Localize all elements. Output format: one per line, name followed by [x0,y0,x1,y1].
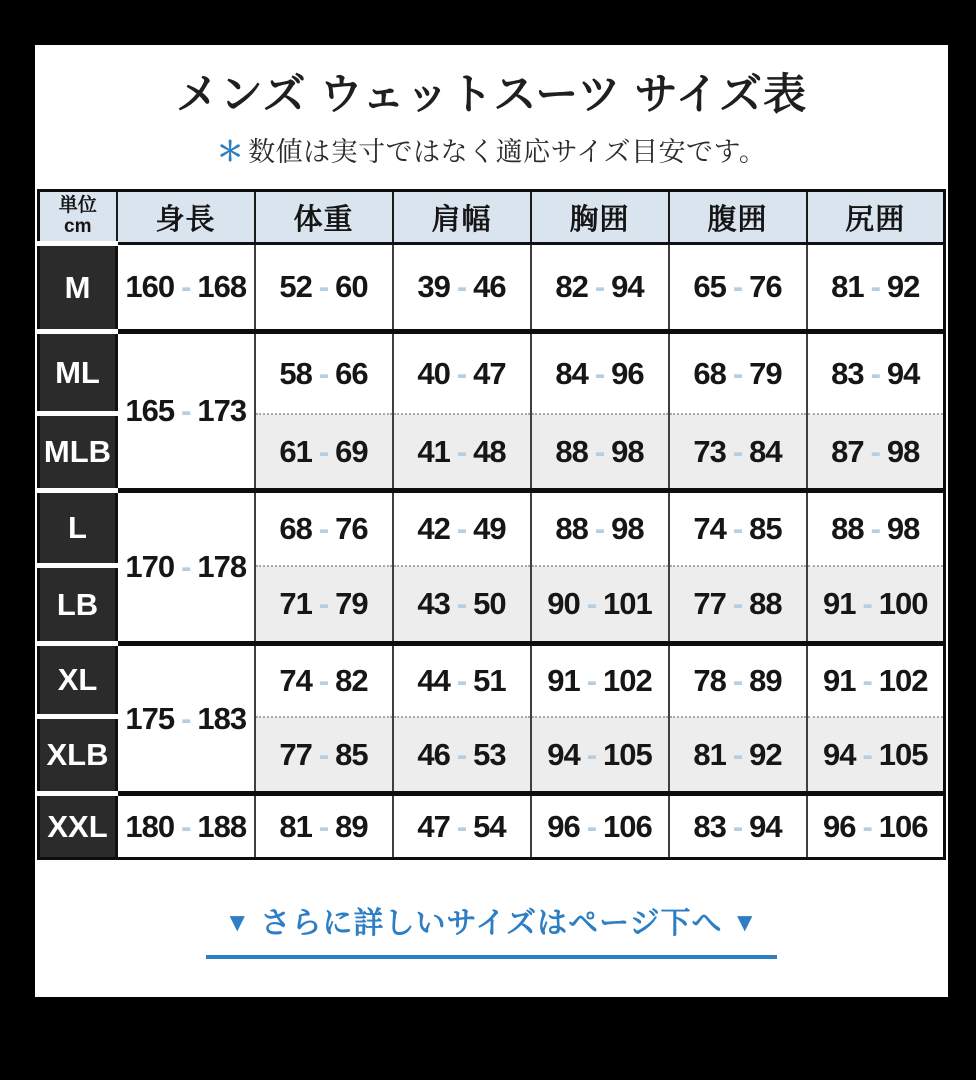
unit-label: 単位 [58,195,97,217]
waist-cell: 77 - 88 [669,566,807,644]
size-label: XLB [39,717,117,794]
col-header-weight: 体重 [255,191,393,244]
chest-cell: 91 - 102 [531,644,669,717]
shoulder-cell: 43 - 50 [393,566,531,644]
size-label: ML [39,332,117,414]
size-label: M [39,244,117,332]
hip-cell: 87 - 98 [807,414,945,491]
chest-cell: 88 - 98 [531,414,669,491]
waist-cell: 81 - 92 [669,717,807,794]
shoulder-cell: 41 - 48 [393,414,531,491]
chest-cell: 90 - 101 [531,566,669,644]
height-cell: 175 - 183 [117,644,255,794]
weight-cell: 52 - 60 [255,244,393,332]
height-cell: 160 - 168 [117,244,255,332]
height-cell: 170 - 178 [117,491,255,644]
weight-cell: 68 - 76 [255,491,393,566]
shoulder-cell: 47 - 54 [393,794,531,859]
waist-cell: 68 - 79 [669,332,807,414]
waist-cell: 78 - 89 [669,644,807,717]
col-header-hip: 尻囲 [807,191,945,244]
height-cell: 180 - 188 [117,794,255,859]
table-row-xxl [39,794,945,859]
table-row-l [39,491,945,566]
waist-cell: 74 - 85 [669,491,807,566]
shoulder-cell: 40 - 47 [393,332,531,414]
unit-value: cm [64,215,92,237]
subtitle [37,130,946,169]
weight-cell: 61 - 69 [255,414,393,491]
hip-cell: 88 - 98 [807,491,945,566]
weight-cell: 58 - 66 [255,332,393,414]
asterisk-icon: ＊ [216,137,245,168]
size-chart-panel [35,45,948,997]
scroll-down-link[interactable] [206,898,776,959]
scroll-down-text: さらに詳しいサイズはページ下へ [260,907,723,941]
chest-cell: 82 - 94 [531,244,669,332]
weight-cell: 71 - 79 [255,566,393,644]
hip-cell: 94 - 105 [807,717,945,794]
col-header-shoulder: 肩幅 [393,191,531,244]
subtitle-text: 数値は実寸ではなく適応サイズ目安です。 [248,137,767,168]
hip-cell: 83 - 94 [807,332,945,414]
size-label: XXL [39,794,117,859]
chest-cell: 84 - 96 [531,332,669,414]
table-row-xl [39,644,945,717]
shoulder-cell: 42 - 49 [393,491,531,566]
col-header-waist: 腹囲 [669,191,807,244]
chest-cell: 96 - 106 [531,794,669,859]
table-row-m [39,244,945,332]
waist-cell: 83 - 94 [669,794,807,859]
size-table [37,189,946,860]
chest-cell: 88 - 98 [531,491,669,566]
hip-cell: 91 - 100 [807,566,945,644]
weight-cell: 81 - 89 [255,794,393,859]
weight-cell: 74 - 82 [255,644,393,717]
size-label: MLB [39,414,117,491]
size-label: L [39,491,117,566]
hip-cell: 91 - 102 [807,644,945,717]
table-header-row [39,191,945,244]
shoulder-cell: 39 - 46 [393,244,531,332]
size-label: LB [39,566,117,644]
hip-cell: 96 - 106 [807,794,945,859]
unit-cell [39,191,117,244]
size-label: XL [39,644,117,717]
hip-cell: 81 - 92 [807,244,945,332]
down-arrow-icon: ▼ [224,907,252,938]
height-cell: 165 - 173 [117,332,255,491]
waist-cell: 73 - 84 [669,414,807,491]
shoulder-cell: 44 - 51 [393,644,531,717]
shoulder-cell: 46 - 53 [393,717,531,794]
waist-cell: 65 - 76 [669,244,807,332]
down-arrow-icon: ▼ [731,907,759,938]
col-header-chest: 胸囲 [531,191,669,244]
footer-banner [37,898,946,959]
col-header-height: 身長 [117,191,255,244]
table-row-ml [39,332,945,414]
chest-cell: 94 - 105 [531,717,669,794]
page-title: メンズ ウェットスーツ サイズ表 [175,71,808,119]
weight-cell: 77 - 85 [255,717,393,794]
